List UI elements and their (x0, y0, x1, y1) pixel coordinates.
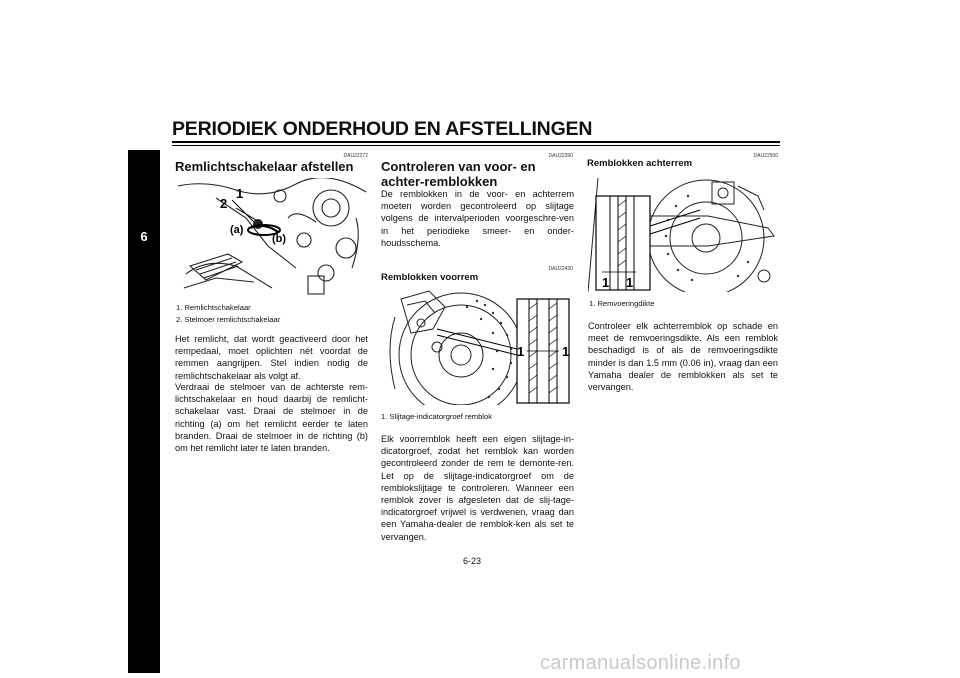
header-rule-thin (172, 145, 780, 146)
section-code: DAU22272 (343, 153, 368, 159)
figure-label-1-right: 1 (626, 275, 634, 290)
section-heading: Remlichtschakelaar afstellen (175, 159, 354, 174)
rear-brake-figure (588, 176, 778, 292)
subheading: Remblokken voorrem (381, 272, 479, 283)
brake-switch-figure (176, 178, 368, 296)
section-code: DAU22390 (548, 153, 573, 159)
figure-label-1-right: 1 (562, 344, 570, 359)
figure-label-2: 2 (220, 196, 228, 211)
paragraph: Het remlicht, dat wordt geactiveerd door het rempedaal, moet oplichten nét voordat de remmen aangrijpen. Stel indien nodig de remlichtschakelaar als volgt af. (175, 334, 368, 381)
caption-1: 1. Remlichtschakelaar (176, 303, 251, 312)
figure-label-1-left: 1 (517, 344, 525, 359)
figure-label-b: (b) (272, 233, 287, 245)
caption: 1. Remvoeringdikte (589, 299, 655, 308)
header-rule (172, 141, 780, 143)
front-brake-figure (381, 289, 574, 405)
watermark: carmanualsonline.info (540, 652, 741, 674)
paragraph: Verdraai de stelmoer van de achterste rem-lichtschakelaar en houd daarbij de remlicht-schakelaar vast. Draai de stelmoer in de richting (a) om het remlicht eerder te laten branden. Draai de stelmoer in de richting (b) om het remlicht later te laten branden. (175, 382, 368, 454)
section-code: DAU22500 (753, 153, 778, 159)
figure-label-a: (a) (230, 224, 244, 236)
page-number: 6-23 (463, 556, 482, 566)
page-title: PERIODIEK ONDERHOUD EN AFSTELLINGEN (172, 118, 593, 140)
chapter-tab-number: 6 (140, 229, 148, 244)
paragraph: De remblokken in de voor- en achterrem moeten worden gecontroleerd op slijtage volgens de intervalperioden voorgeschre-ven in het periodieke smeer- en onder-houdsschema. (381, 189, 574, 248)
caption-2: 2. Stelmoer remlichtschakelaar (176, 315, 281, 324)
paragraph: Elk voorremblok heeft een eigen slijtage-in-dicatorgroef, zodat het remblok kan worden gecontroleerd zonder de rem te demonte-ren. Let op de slijtage-indicatorgroef om de remblokslijtage te controleren. Wanneer een remblok zover is afgesleten dat de slij-tage-indicatorgroef vrijwel is verdwenen, vraag dan een Yamaha-dealer de remblok-ken als set te vervangen. (381, 434, 574, 542)
figure-label-1: 1 (236, 186, 244, 201)
paragraph: Controleer elk achterremblok op schade en meet de remvoeringsdikte. Als een remblok beschadigd is of als de remvoeringsdikte minder is dan 1.5 mm (0.06 in), vraag dan een Yamaha dealer de remblokken als set te vervangen. (588, 321, 778, 393)
figure-label-1-left: 1 (602, 275, 610, 290)
subheading: Remblokken achterrem (587, 158, 693, 169)
section-code: DAU22420 (548, 266, 573, 272)
caption: 1. Slijtage-indicatorgroef remblok (381, 412, 493, 421)
section-heading: Controleren van voor- en achter-remblokken (381, 159, 536, 189)
